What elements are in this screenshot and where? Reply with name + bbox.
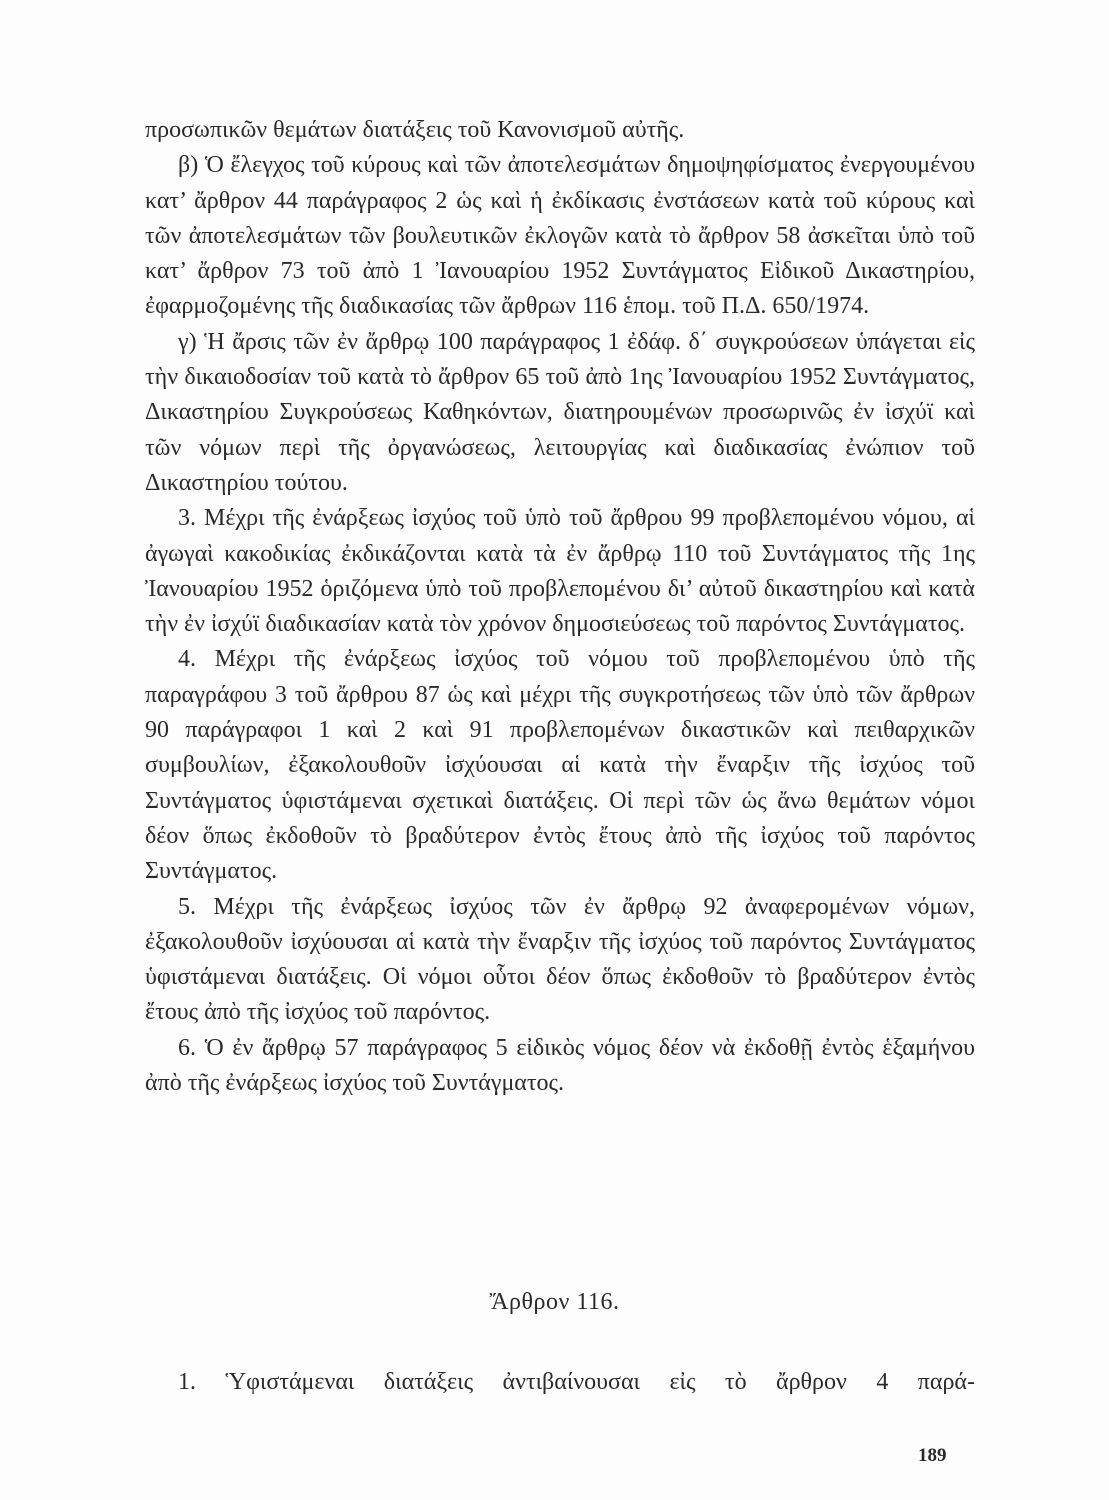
paragraph-continuation: προσωπικῶν θεμάτων διατάξεις τοῦ Κανονισμοῦ αὐτῆς.	[145, 117, 685, 143]
paragraph-2b: β) Ὁ ἔλεγχος τοῦ κύρους καὶ τῶν ἀποτελεσμάτων δημοψηφίσματος ἐνεργουμένου κατ’ ἄρθρον 44 παράγραφος 2 ὡς καὶ ἡ ἐκδίκασις ἐνστάσεων κατὰ τοῦ κύρους καὶ τῶν ἀποτελεσμάτων τῶν βουλευτικῶν ἐκλογῶν κατὰ τὸ ἄρθρον 58 ἀσκεῖται ὑπὸ τοῦ κατ’ ἄρθρον 73 τοῦ ἀπὸ 1 Ἰανουαρίου 1952 Συντάγματος Εἰδικοῦ Δικαστηρίου, ἐφαρμοζομένης τῆς διαδικασίας τῶν ἄρθρων 116 ἑπομ. τοῦ Π.Δ. 650/1974.	[145, 152, 975, 320]
paragraph-3: 3. Μέχρι τῆς ἐνάρξεως ἰσχύος τοῦ ὑπὸ τοῦ ἄρθρου 99 προβλεπομένου νόμου, αἱ ἀγωγαὶ κακοδικίας ἐκδικάζονται κατὰ τὰ ἐν ἄρθρῳ 110 τοῦ Συντάγματος τῆς 1ης Ἰανουαρίου 1952 ὁριζόμενα ὑπὸ τοῦ προβλεπομένου δι’ αὐτοῦ δικαστηρίου καὶ κατὰ τὴν ἐν ἰσχύϊ διαδικασίαν κατὰ τὸν χρόνον δημοσιεύσεως τοῦ παρόντος Συντάγματος.	[145, 505, 975, 638]
article-heading: Ἄρθρον 116.	[489, 1289, 620, 1315]
paragraph-6: 6. Ὁ ἐν ἄρθρῳ 57 παράγραφος 5 εἰδικὸς νόμος δέον νὰ ἐκδοθῇ ἐντὸς ἑξαμήνου ἀπὸ τῆς ἐνάρξεως ἰσχύος τοῦ Συντάγματος.	[145, 1034, 975, 1097]
page-number: 189	[918, 1445, 947, 1466]
paragraph-5: 5. Μέχρι τῆς ἐνάρξεως ἰσχύος τῶν ἐν ἄρθρῳ 92 ἀναφερομένων νόμων, ἐξακολουθοῦν ἰσχύουσαι αἱ κατὰ τὴν ἔναρξιν τῆς ἰσχύος τοῦ παρόντος Συντάγματος ὑφιστάμεναι διατάξεις. Οἱ νόμοι οὗτοι δέον ὅπως ἐκδοθοῦν τὸ βραδύτερον ἐντὸς ἔτους ἀπὸ τῆς ἰσχύος τοῦ παρόντος.	[145, 893, 975, 1026]
paragraph-2c: γ) Ἡ ἄρσις τῶν ἐν ἄρθρῳ 100 παράγραφος 1 ἐδάφ. δ΄ συγκρούσεων ὑπάγεται εἰς τὴν δικαιοδοσίαν τοῦ κατὰ τὸ ἄρθρον 65 τοῦ ἀπὸ 1ης Ἰανουαρίου 1952 Συντάγματος, Δικαστηρίου Συγκρούσεως Καθηκόντων, διατηρουμένων προσωρινῶς ἐν ἰσχύϊ καὶ τῶν νόμων περὶ τῆς ὀργανώσεως, λειτουργίας καὶ διαδικασίας ἐνώπιον τοῦ Δικαστηρίου τούτου.	[145, 328, 975, 496]
article-116-paragraph-1: 1. Ὑφιστάμεναι διατάξεις ἀντιβαίνουσαι εἰς τὸ ἄρθρον 4 παρά-	[178, 1369, 975, 1395]
paragraph-4: 4. Μέχρι τῆς ἐνάρξεως ἰσχύος τοῦ νόμου τοῦ προβλεπομένου ὑπὸ τῆς παραγράφου 3 τοῦ ἄρθρου 87 ὡς καὶ μέχρι τῆς συγκροτήσεως τῶν ὑπὸ τῶν ἄρθρων 90 παράγραφοι 1 καὶ 2 καὶ 91 προβλεπομένων δικαστικῶν καὶ πειθαρχικῶν συμβουλίων, ἐξακολουθοῦν ἰσχύουσαι αἱ κατὰ τὴν ἔναρξιν τῆς ἰσχύος τοῦ Συντάγματος ὑφιστάμεναι σχετικαὶ διατάξεις. Οἱ περὶ τῶν ὡς ἄνω θεμάτων νόμοι δέον ὅπως ἐκδοθοῦν τὸ βραδύτερον ἐντὸς ἔτους ἀπὸ τῆς ἰσχύος τοῦ παρόντος Συντάγματος.	[145, 646, 975, 885]
body-text	[145, 113, 975, 1101]
